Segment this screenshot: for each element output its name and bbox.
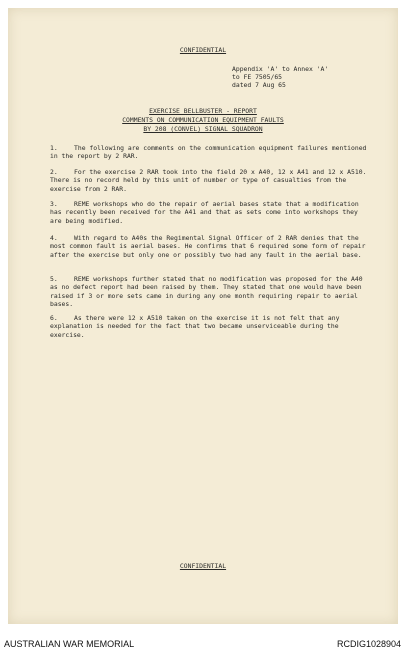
paragraph-text: With regard to A40s the Regimental Signal Officer of 2 RAR denies that the most common fault is aerial bases. He confirms that 6 required some form of repair after the exercise but only one or possibly two had any fault in the aerial base. bbox=[50, 234, 366, 259]
appendix-line-2: to FE 7505/65 bbox=[232, 73, 283, 81]
paragraph-number: 2. bbox=[50, 168, 58, 176]
paragraph-3 bbox=[50, 200, 370, 225]
paragraph-number: 1. bbox=[50, 144, 58, 152]
paragraph-number: 5. bbox=[50, 275, 58, 283]
paragraph-text: As there were 12 x A510 taken on the exercise it is not felt that any explanation is needed for the fact that two became unserviceable during the exercise. bbox=[50, 314, 340, 339]
paragraph-6 bbox=[50, 314, 370, 339]
paragraph-text: The following are comments on the communication equipment failures mentioned in the report by 2 RAR. bbox=[50, 144, 367, 161]
archive-name: AUSTRALIAN WAR MEMORIAL bbox=[4, 639, 135, 649]
paragraph-text: For the exercise 2 RAR took into the field 20 x A40, 12 x A41 and 12 x A510. There is no record held by this unit of number or type of casualties from the exercise from 2 RAR. bbox=[50, 168, 367, 193]
title-line-1: EXERCISE BELLBUSTER - REPORT bbox=[149, 107, 257, 115]
title-line-2: COMMENTS ON COMMUNICATION EQUIPMENT FAULTS bbox=[122, 116, 284, 124]
paragraph-number: 3. bbox=[50, 200, 58, 208]
paragraph-2 bbox=[50, 168, 370, 193]
appendix-line-1: Appendix 'A' to Annex 'A' bbox=[232, 65, 329, 73]
paragraph-5 bbox=[50, 275, 370, 309]
paragraph-1 bbox=[50, 144, 370, 161]
footer-classification: CONFIDENTIAL bbox=[179, 562, 227, 570]
title-line-3: BY 208 (CONVEL) SIGNAL SQUADRON bbox=[143, 125, 263, 133]
appendix-line-3: dated 7 Aug 65 bbox=[232, 81, 286, 89]
paragraph-number: 4. bbox=[50, 234, 58, 242]
archive-reference: RCDIG1028904 bbox=[336, 639, 401, 649]
paragraph-text: REME workshops further stated that no modification was proposed for the A40 as no defect report had been raised by them. They stated that one would have been raised if 3 or more sets came in during any one month requiring repair to aerial bases. bbox=[50, 275, 363, 309]
archive-caption-bar bbox=[0, 636, 405, 654]
paragraph-4 bbox=[50, 234, 370, 259]
paragraph-number: 6. bbox=[50, 314, 58, 322]
paragraph-text: REME workshops who do the repair of aerial bases state that a modification has recently been received for the A41 and that as sets come into workshops they are being modified. bbox=[50, 200, 359, 225]
document-page bbox=[8, 8, 398, 624]
header-classification: CONFIDENTIAL bbox=[179, 46, 227, 54]
